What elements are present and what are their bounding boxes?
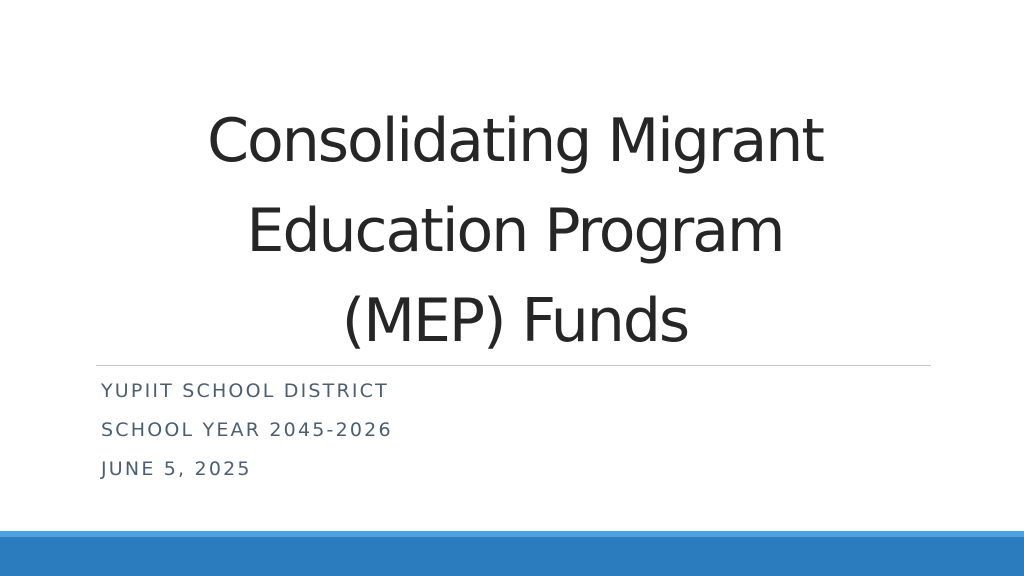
title-divider [96, 365, 931, 366]
slide-title-line: Consolidating Migrant [207, 106, 823, 176]
subtitle-date: JUNE 5, 2025 [101, 458, 252, 480]
slide-title-line: Education Program [246, 196, 784, 266]
subtitle-school-year: SCHOOL YEAR 2045-2026 [101, 419, 393, 441]
slide-title-line: (MEP) Funds [341, 286, 689, 356]
footer-highlight-stripe [0, 531, 1024, 537]
footer-bar [0, 531, 1024, 576]
subtitle-district: YUPIIT SCHOOL DISTRICT [101, 380, 389, 402]
slide-title [90, 96, 940, 366]
slide-subtitle [101, 372, 801, 489]
